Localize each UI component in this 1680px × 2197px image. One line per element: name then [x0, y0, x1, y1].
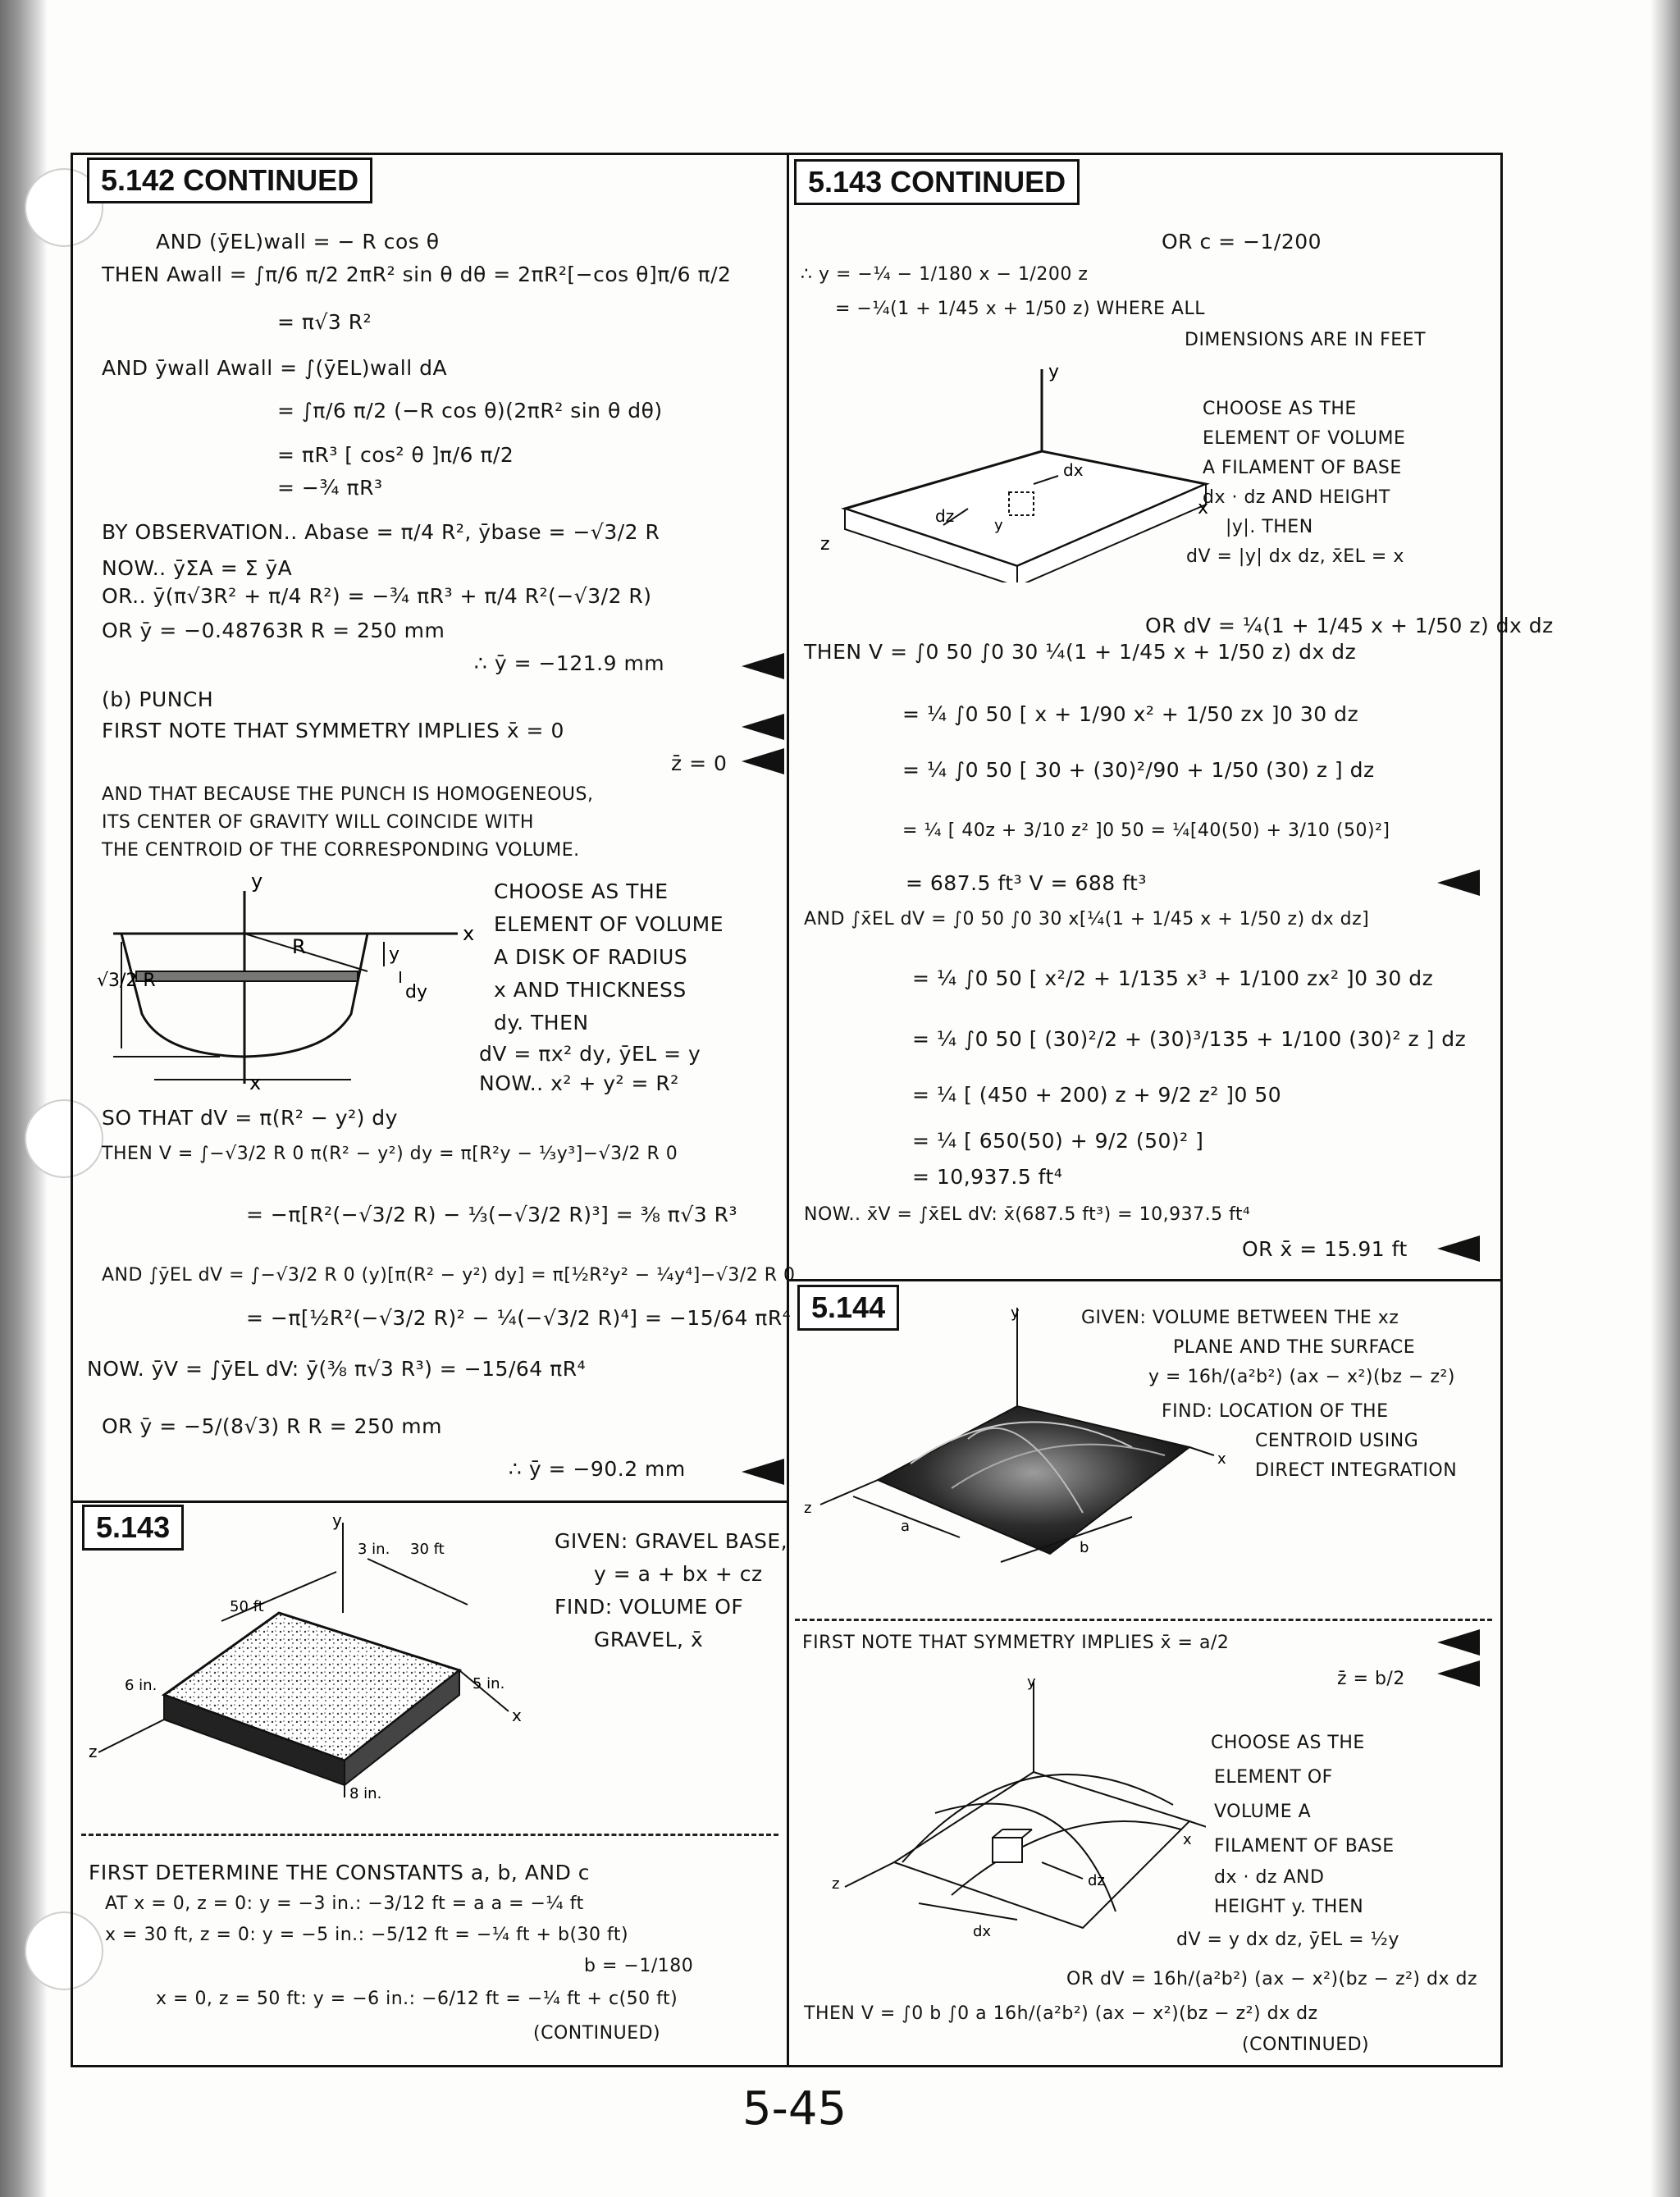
given-line: GIVEN: VOLUME BETWEEN THE xz: [1081, 1308, 1399, 1328]
text-line: dV = πx² dy, ȳEL = y: [479, 1042, 701, 1066]
text-line: = −π[½R²(−√3/2 R)² − ¼(−√3/2 R)⁴] = −15/64 πR⁴: [246, 1306, 792, 1330]
fig-label: x: [1217, 1450, 1226, 1468]
text-line: NOW. ȳV = ∫ȳEL dV: ȳ(⅜ π√3 R³) = −15/64 πR⁴: [87, 1357, 587, 1381]
text-line: FIRST NOTE THAT SYMMETRY IMPLIES x̄ = 0: [102, 719, 564, 742]
fig-label: a: [901, 1518, 911, 1535]
text-line: = ¼ ∫0 50 [ 30 + (30)²/90 + 1/50 (30) z ] dz: [902, 758, 1375, 782]
problem-header-5143: 5.143: [82, 1505, 184, 1551]
text-line: = ∫π/6 π/2 (−R cos θ)(2πR² sin θ dθ): [277, 399, 663, 422]
fig-label: dy: [405, 982, 427, 1003]
text-line: b = −1/180: [584, 1956, 694, 1976]
text-line: VOLUME A: [1214, 1802, 1312, 1822]
text-line: = ¼ [ (450 + 200) z + 9/2 z² ]0 50: [912, 1083, 1282, 1107]
text-line: FIRST DETERMINE THE CONSTANTS a, b, AND c: [89, 1861, 591, 1884]
answer-arrow-icon: [1437, 870, 1480, 896]
text-line: = 10,937.5 ft⁴: [912, 1165, 1063, 1189]
problem-header-5143-continued: 5.143 CONTINUED: [794, 159, 1080, 205]
text-line: THEN V = ∫0 50 ∫0 30 ¼(1 + 1/45 x + 1/50 z) dx dz: [804, 640, 1357, 664]
right-section-divider: [787, 1279, 1500, 1281]
fig-label: y: [1027, 1674, 1036, 1691]
text-line: dy. THEN: [494, 1011, 589, 1035]
answer-arrow-icon: [1437, 1236, 1480, 1262]
problem-header-5142: 5.142 CONTINUED: [87, 158, 372, 203]
text-line: FIRST NOTE THAT SYMMETRY IMPLIES x̄ = a/2: [802, 1633, 1230, 1653]
text-line: = −¼(1 + 1/45 x + 1/50 z) WHERE ALL: [835, 299, 1205, 319]
fig-label: R: [292, 935, 306, 958]
fig-label: x: [249, 1071, 262, 1094]
text-line: ITS CENTER OF GRAVITY WILL COINCIDE WITH: [102, 812, 534, 833]
page-number: 5-45: [742, 2082, 847, 2135]
text-line: = −π[R²(−√3/2 R) − ⅓(−√3/2 R)³] = ⅜ π√3 R³: [246, 1203, 738, 1226]
text-line: dV = y dx dz, ȳEL = ½y: [1176, 1930, 1399, 1950]
fig-label: dz: [935, 506, 955, 526]
result-x-bar: OR x̄ = 15.91 ft: [1242, 1237, 1408, 1261]
text-line: ELEMENT OF VOLUME: [494, 912, 724, 936]
surface-filament-figure: [820, 1674, 1206, 1953]
fig-label: x: [1198, 498, 1209, 518]
fig-label: dx: [973, 1923, 992, 1940]
text-line: = ¼ ∫0 50 [ x²/2 + 1/135 x³ + 1/100 zx² ]0 30 dz: [912, 966, 1434, 990]
fig-label: y: [1048, 362, 1060, 382]
find-line: CENTROID USING: [1255, 1431, 1419, 1451]
find-line: DIRECT INTEGRATION: [1255, 1460, 1458, 1481]
text-line: x AND THICKNESS: [494, 978, 687, 1002]
fig-label: x: [1183, 1831, 1192, 1848]
fig-label: 3 in.: [358, 1541, 390, 1558]
text-line: AND ∫x̄EL dV = ∫0 50 ∫0 30 x[¼(1 + 1/45 x + 1/50 z) dx dz]: [804, 909, 1370, 930]
text-line: OR dV = ¼(1 + 1/45 x + 1/50 z) dx dz: [1145, 614, 1554, 637]
text-line: AND ∫ȳEL dV = ∫−√3/2 R 0 (y)[π(R² − y²) dy] = π[½R²y² − ¼y⁴]−√3/2 R 0: [102, 1265, 796, 1286]
text-line: ELEMENT OF: [1214, 1767, 1333, 1788]
scan-shadow-left: [0, 0, 48, 2197]
fig-label: dx: [1063, 460, 1084, 480]
result-y-bar-punch: ∴ ȳ = −90.2 mm: [509, 1457, 686, 1481]
text-line: CHOOSE AS THE: [494, 879, 669, 903]
fig-label: y: [389, 944, 400, 965]
answer-arrow-icon: [742, 748, 784, 774]
right-dashed-separator: [795, 1619, 1492, 1621]
column-divider: [787, 155, 789, 2065]
text-line: = π√3 R²: [277, 310, 372, 334]
text-line: ELEMENT OF VOLUME: [1203, 428, 1406, 449]
text-line: OR ȳ = −5/(8√3) R R = 250 mm: [102, 1414, 443, 1438]
given-line: PLANE AND THE SURFACE: [1173, 1337, 1416, 1358]
text-line: SO THAT dV = π(R² − y²) dy: [102, 1106, 398, 1130]
answer-arrow-icon: [1437, 1660, 1480, 1687]
text-line: DIMENSIONS ARE IN FEET: [1185, 330, 1427, 350]
given-line: GIVEN: GRAVEL BASE,: [555, 1529, 788, 1553]
fig-label: 8 in.: [349, 1785, 382, 1802]
fig-label: y: [1011, 1308, 1020, 1322]
answer-arrow-icon: [742, 1459, 784, 1485]
given-line: y = 16h/(a²b²) (ax − x²)(bz − z²): [1148, 1367, 1455, 1387]
text-line: A DISK OF RADIUS: [494, 945, 688, 969]
text-line: A FILAMENT OF BASE: [1203, 458, 1402, 478]
text-line: = ¼ ∫0 50 [ x + 1/90 x² + 1/50 zx ]0 30 dz: [902, 702, 1359, 726]
left-dashed-separator: [81, 1834, 778, 1836]
text-line: FILAMENT OF BASE: [1214, 1836, 1395, 1857]
scan-shadow-right: [1650, 0, 1680, 2197]
fig-label: z: [804, 1500, 812, 1517]
continued-label: (CONTINUED): [533, 2023, 661, 2044]
text-line: CHOOSE AS THE: [1203, 399, 1357, 419]
text-line: NOW.. x̄V = ∫x̄EL dV: x̄(687.5 ft³) = 10,937.5 ft⁴: [804, 1204, 1251, 1225]
text-line: = ¼ ∫0 50 [ (30)²/2 + (30)³/135 + 1/100 (30)² z ] dz: [912, 1027, 1467, 1051]
result-volume: = 687.5 ft³ V = 688 ft³: [906, 871, 1147, 895]
text-line: = πR³ [ cos² θ ]π/6 π/2: [277, 443, 514, 467]
left-section-divider: [73, 1500, 787, 1503]
fig-label: 6 in.: [125, 1677, 158, 1694]
text-line: THEN Awall = ∫π/6 π/2 2πR² sin θ dθ = 2πR²[−cos θ]π/6 π/2: [102, 263, 732, 286]
text-line: AND THAT BECAUSE THE PUNCH IS HOMOGENEOUS,: [102, 784, 594, 805]
text-line: CHOOSE AS THE: [1211, 1733, 1365, 1753]
fig-label: y: [332, 1514, 342, 1530]
text-line: z̄ = b/2: [1337, 1669, 1405, 1689]
fig-label: b: [1080, 1539, 1089, 1556]
text-line: z̄ = 0: [671, 751, 728, 775]
text-line: AT x = 0, z = 0: y = −3 in.: −3/12 ft = a a = −¼ ft: [105, 1893, 584, 1914]
text-line: THE CENTROID OF THE CORRESPONDING VOLUME.: [102, 840, 580, 861]
section-label-punch: (b) PUNCH: [102, 687, 214, 711]
text-line: THEN V = ∫0 b ∫0 a 16h/(a²b²) (ax − x²)(bz − z²) dx dz: [804, 2003, 1318, 2024]
find-line: FIND: VOLUME OF: [555, 1595, 744, 1619]
find-line: FIND: LOCATION OF THE: [1162, 1401, 1389, 1422]
problem-header-5144: 5.144: [797, 1285, 899, 1331]
answer-arrow-icon: [742, 653, 784, 679]
fig-label: z: [89, 1742, 98, 1761]
text-line: x = 0, z = 50 ft: y = −6 in.: −6/12 ft = −¼ ft + c(50 ft): [156, 1989, 678, 2009]
fig-label: 30 ft: [410, 1541, 445, 1558]
gravel-base-figure: [82, 1514, 541, 1802]
fig-label: z: [832, 1875, 840, 1893]
text-line: HEIGHT y. THEN: [1214, 1897, 1364, 1917]
given-line: y = a + bx + cz: [594, 1562, 763, 1586]
fig-label: 5 in.: [472, 1675, 505, 1692]
text-line: = ¼ [ 650(50) + 9/2 (50)² ]: [912, 1129, 1204, 1153]
text-line: dx · dz AND HEIGHT: [1203, 487, 1390, 508]
text-line: OR.. ȳ(π√3R² + π/4 R²) = −¾ πR³ + π/4 R²(−√3/2 R): [102, 584, 652, 608]
text-line: ∴ y = −¼ − 1/180 x − 1/200 z: [801, 264, 1089, 285]
text-line: AND (ȳEL)wall = − R cos θ: [156, 230, 440, 254]
text-line: OR ȳ = −0.48763R R = 250 mm: [102, 619, 445, 642]
text-line: OR dV = 16h/(a²b²) (ax − x²)(bz − z²) dx dz: [1066, 1969, 1477, 1989]
fig-label: x: [463, 922, 475, 945]
continued-label: (CONTINUED): [1242, 2035, 1370, 2055]
fig-label: √3/2 R: [97, 971, 156, 991]
text-line: NOW.. x² + y² = R²: [479, 1071, 679, 1095]
text-line: dV = |y| dx dz, x̄EL = x: [1186, 546, 1404, 567]
punch-disk-element-figure: [97, 875, 482, 1096]
fig-label: y: [994, 517, 1003, 534]
text-line: THEN V = ∫−√3/2 R 0 π(R² − y²) dy = π[R²y − ⅓y³]−√3/2 R 0: [102, 1144, 678, 1164]
answer-arrow-icon: [742, 714, 784, 740]
fig-label: 50 ft: [230, 1598, 264, 1615]
text-line: NOW.. ȳΣA = Σ ȳA: [102, 556, 293, 580]
text-line: = ¼ [ 40z + 3/10 z² ]0 50 = ¼[40(50) + 3/10 (50)²]: [902, 820, 1390, 841]
find-line: GRAVEL, x̄: [594, 1628, 704, 1651]
fig-label: x: [512, 1706, 522, 1725]
text-line: = −¾ πR³: [277, 476, 383, 500]
result-y-bar-wall: ∴ ȳ = −121.9 mm: [474, 651, 665, 675]
fig-label: dz: [1088, 1872, 1105, 1889]
answer-arrow-icon: [1437, 1629, 1480, 1656]
gravel-filament-figure: [812, 361, 1222, 582]
text-line: x = 30 ft, z = 0: y = −5 in.: −5/12 ft = −¼ ft + b(30 ft): [105, 1925, 629, 1945]
text-line: dx · dz AND: [1214, 1867, 1325, 1888]
text-line: OR c = −1/200: [1162, 230, 1322, 254]
fig-label: y: [251, 875, 263, 893]
text-line: |y|. THEN: [1226, 517, 1313, 537]
fig-label: z: [820, 534, 830, 555]
text-line: AND ȳwall Awall = ∫(ȳEL)wall dA: [102, 356, 448, 380]
text-line: BY OBSERVATION.. Abase = π/4 R², ȳbase = −√3/2 R: [102, 520, 660, 544]
